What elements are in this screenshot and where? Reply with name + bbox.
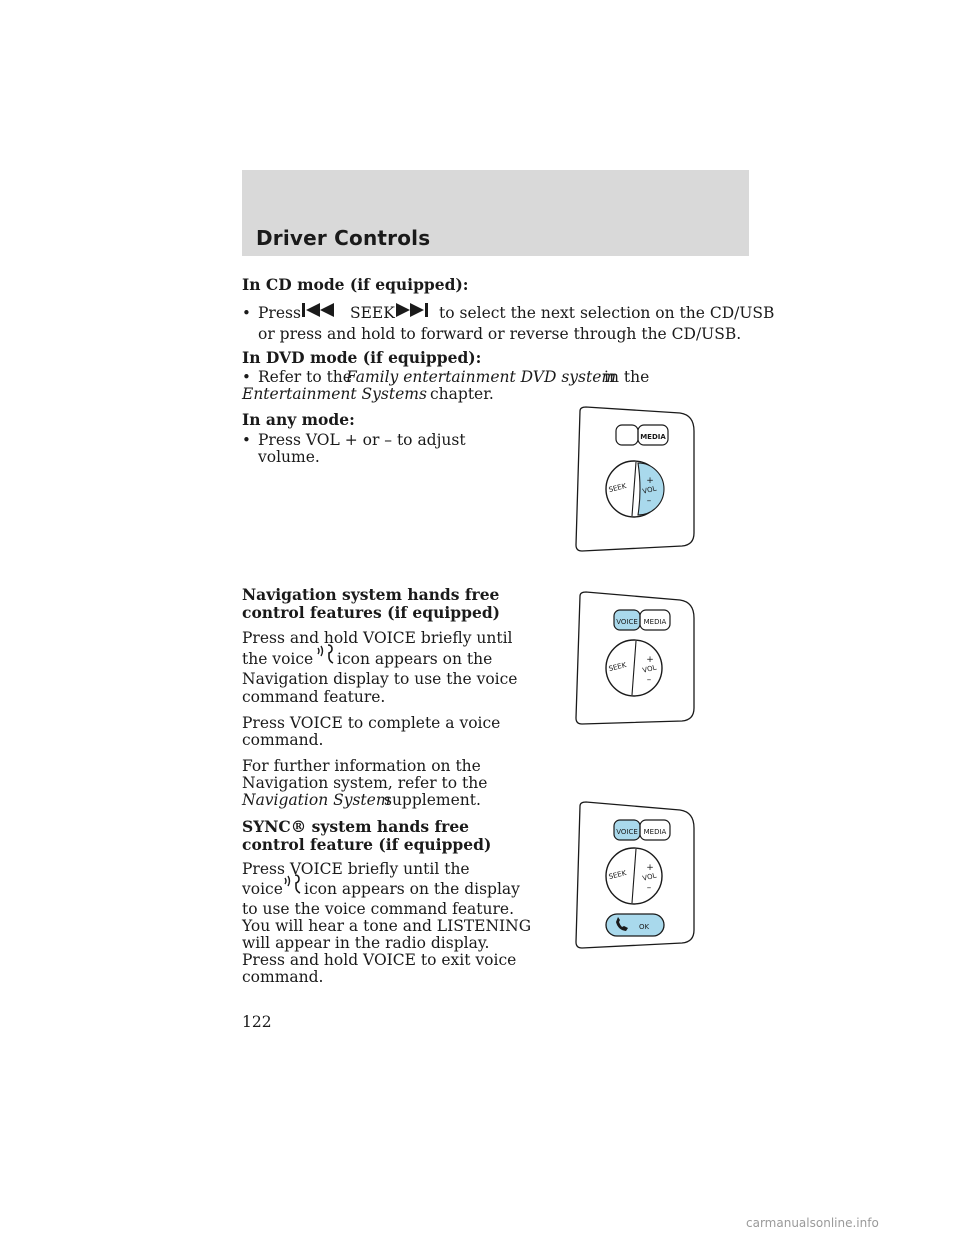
seek-label: SEEK bbox=[607, 661, 628, 674]
nav-p1-line3: Navigation display to use the voice bbox=[242, 670, 518, 688]
phone-ok-button-highlighted bbox=[606, 914, 664, 936]
sync-line3: to use the voice command feature. bbox=[242, 900, 515, 918]
nav-p3-line1: For further information on the bbox=[242, 757, 481, 775]
dvd-mode-heading: In DVD mode (if equipped): bbox=[242, 348, 482, 367]
nav-p2-line2: command. bbox=[242, 731, 324, 749]
vol-label: VOL bbox=[641, 871, 658, 883]
vol-label: VOL bbox=[641, 663, 658, 675]
voice-button-label: VOICE bbox=[616, 618, 638, 626]
watermark: carmanualsonline.info bbox=[746, 1216, 879, 1230]
media-button-label: MEDIA bbox=[643, 828, 667, 836]
nav-p3-line3b: supplement. bbox=[384, 791, 481, 809]
vol-minus-label: – bbox=[646, 883, 652, 893]
nav-p1-line2a: the voice bbox=[242, 650, 314, 668]
cd-press-text: Press bbox=[258, 304, 301, 322]
seek-forward-icon bbox=[392, 301, 436, 319]
bullet: • bbox=[242, 304, 251, 322]
voice-icon bbox=[283, 873, 303, 895]
media-button-label: MEDIA bbox=[640, 433, 666, 441]
steering-control-illustration-sync bbox=[572, 800, 700, 952]
cd-seek-text: SEEK bbox=[350, 304, 395, 322]
bullet: • bbox=[242, 368, 251, 386]
sync-line5: will appear in the radio display. bbox=[242, 934, 490, 952]
seek-back-icon bbox=[300, 301, 344, 319]
seek-label: SEEK bbox=[607, 869, 628, 882]
steering-control-illustration-volume bbox=[572, 405, 700, 555]
any-mode-line1: Press VOL + or – to adjust bbox=[258, 431, 466, 449]
any-mode-heading: In any mode: bbox=[242, 410, 355, 429]
cd-rest-line2: or press and hold to forward or reverse through the CD/USB. bbox=[258, 325, 742, 343]
vol-plus-label: + bbox=[646, 655, 654, 665]
sync-line1: Press VOICE briefly until the bbox=[242, 860, 470, 878]
sync-line7: command. bbox=[242, 968, 324, 986]
media-button-label: MEDIA bbox=[643, 618, 667, 626]
sync-line2b: icon appears on the display bbox=[304, 880, 520, 898]
vol-plus-label: + bbox=[646, 863, 654, 873]
vol-minus-label: – bbox=[646, 496, 652, 506]
steering-control-illustration-voice bbox=[572, 590, 700, 730]
page-number: 122 bbox=[242, 1013, 272, 1031]
dvd-chapter-text: chapter. bbox=[430, 385, 494, 403]
any-mode-line2: volume. bbox=[258, 448, 320, 466]
cd-mode-heading: In CD mode (if equipped): bbox=[242, 275, 469, 294]
vol-minus-label: – bbox=[646, 675, 652, 685]
vol-label: VOL bbox=[641, 484, 658, 496]
navigation-heading-line2: control features (if equipped) bbox=[242, 603, 500, 622]
sync-line2a: voice bbox=[242, 880, 283, 898]
dvd-refer-text: Refer to the bbox=[258, 368, 352, 386]
navigation-system-reference: Navigation System bbox=[242, 791, 391, 809]
voice-icon bbox=[316, 643, 336, 665]
seek-label: SEEK bbox=[607, 482, 628, 495]
sync-heading-line2: control feature (if equipped) bbox=[242, 835, 492, 854]
voice-button-label: VOICE bbox=[616, 828, 638, 836]
sync-heading-line1: SYNC® system hands free bbox=[242, 817, 470, 836]
bullet: • bbox=[242, 431, 251, 449]
ok-label: OK bbox=[638, 923, 650, 931]
nav-p1-line2b: icon appears on the bbox=[337, 650, 493, 668]
nav-p2-line1: Press VOICE to complete a voice bbox=[242, 714, 501, 732]
nav-p1-line4: command feature. bbox=[242, 688, 386, 706]
entertainment-systems-reference: Entertainment Systems bbox=[242, 385, 427, 403]
nav-p3-line2: Navigation system, refer to the bbox=[242, 774, 488, 792]
blank-button bbox=[616, 425, 638, 445]
vol-plus-label: + bbox=[646, 476, 654, 486]
nav-p1-line1: Press and hold VOICE briefly until bbox=[242, 629, 513, 647]
dvd-in-the-text: in the bbox=[604, 368, 650, 386]
dvd-system-reference: Family entertainment DVD system bbox=[346, 368, 617, 386]
section-title: Driver Controls bbox=[256, 226, 431, 250]
cd-rest-line1: to select the next selection on the CD/USB bbox=[439, 304, 775, 322]
navigation-heading-line1: Navigation system hands free bbox=[242, 585, 500, 604]
sync-line6: Press and hold VOICE to exit voice bbox=[242, 951, 517, 969]
sync-line4: You will hear a tone and LISTENING bbox=[242, 917, 532, 935]
